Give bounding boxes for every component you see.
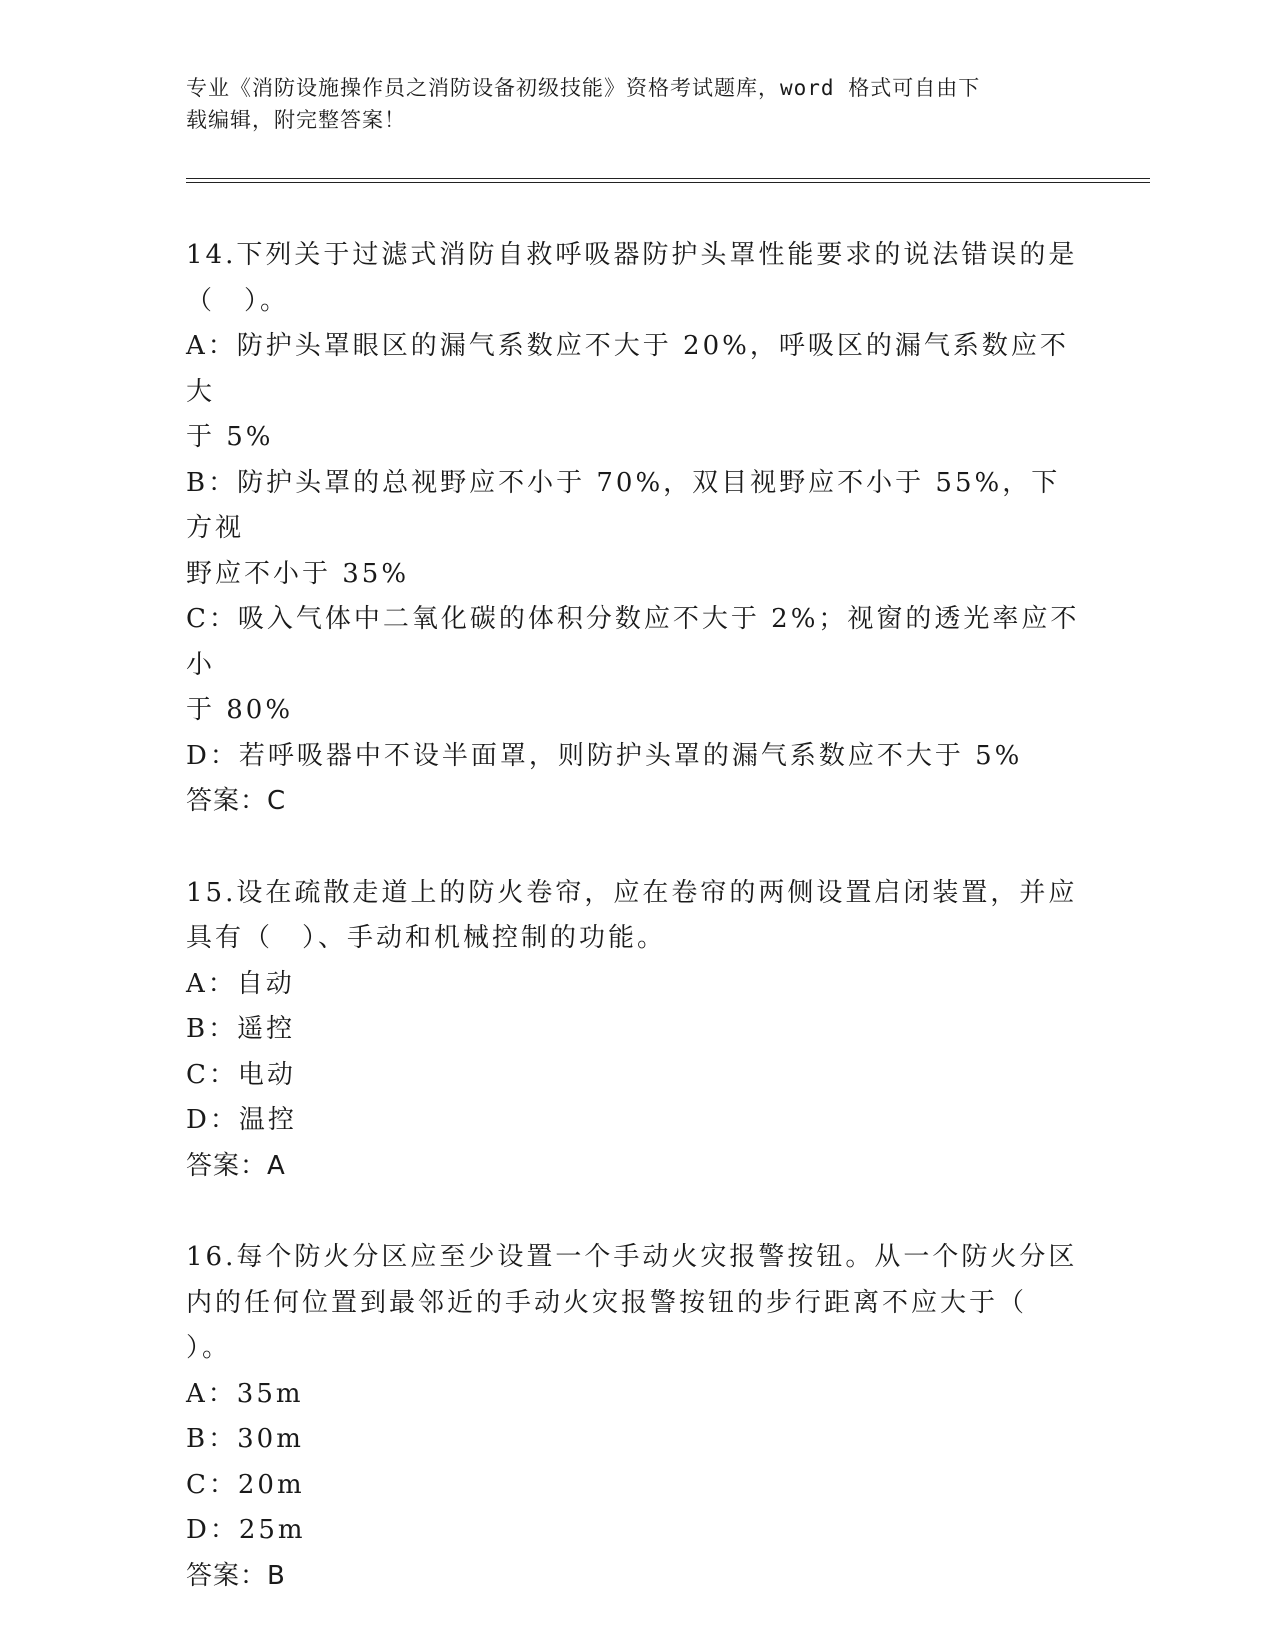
option-b-line: B：遥控 [186,1014,296,1044]
question-stem-line: 具有（ ）、手动和机械控制的功能。 [186,923,667,953]
header-divider-bottom [186,182,1150,183]
header-line-1: 专业《消防设施操作员之消防设备初级技能》资格考试题库，word 格式可自由下 [186,76,981,100]
option-b-line: B：防护头罩的总视野应不小于 70%，双目视野应不小于 55%，下方视 [186,467,1061,543]
option-a-line: A：35m [186,1378,304,1409]
page-header [186,72,1066,136]
option-d-line: D：温控 [186,1105,297,1135]
option-d-line: D：25m [186,1515,306,1545]
option-b-line: B：30m [186,1424,304,1454]
answer-label: 答案：C [186,786,287,816]
question-16 [186,1235,1086,1599]
option-a-line: A：自动 [186,968,295,999]
question-15 [186,871,1086,1190]
answer-label: 答案：B [186,1560,286,1591]
option-c-line: C：20m [186,1469,305,1500]
option-c-line: 于 80% [186,695,294,725]
option-d-line: D：若呼吸器中不设半面罩，则防护头罩的漏气系数应不大于 5% [186,740,1023,771]
option-a-line: A：防护头罩眼区的漏气系数应不大于 20%，呼吸区的漏气系数应不大 [186,331,1069,407]
question-stem-line: 16.每个防火分区应至少设置一个手动火灾报警按钮。从一个防火分区 [186,1242,1078,1272]
option-b-line: 野应不小于 35% [186,558,410,589]
question-stem-line: （ ）。 [186,285,290,316]
question-14 [186,233,1086,825]
question-stem-line: ）。 [186,1333,232,1363]
header-line-2: 载编辑，附完整答案！ [186,108,406,132]
header-divider-top [186,178,1150,179]
question-stem-line: 内的任何位置到最邻近的手动火灾报警按钮的步行距离不应大于（ [186,1287,1028,1318]
option-c-line: C：电动 [186,1059,296,1090]
question-list [186,233,1086,1645]
option-a-line: 于 5% [186,422,274,452]
question-stem-line: 14.下列关于过滤式消防自救呼吸器防护头罩性能要求的说法错误的是 [186,240,1078,270]
answer-label: 答案：A [186,1150,286,1181]
question-stem-line: 15.设在疏散走道上的防火卷帘，应在卷帘的两侧设置启闭装置，并应 [186,877,1078,908]
option-c-line: C：吸入气体中二氧化碳的体积分数应不大于 2%；视窗的透光率应不小 [186,604,1080,680]
